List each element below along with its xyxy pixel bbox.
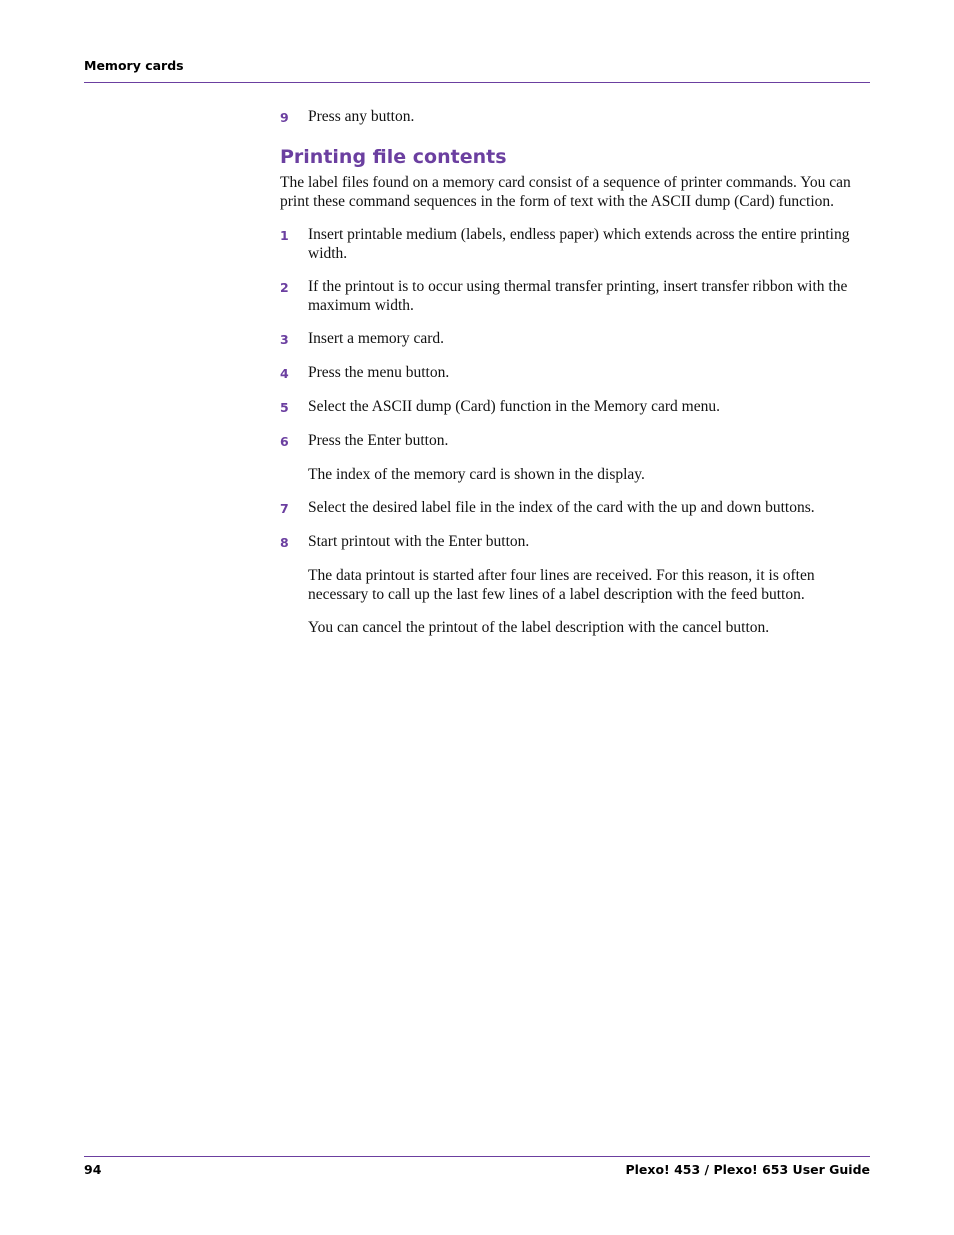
list-item [280,363,870,383]
list-item [280,329,870,349]
list-item [280,107,870,127]
section-heading: Printing file contents [280,146,507,168]
list-item [280,532,870,552]
list-item [280,498,870,518]
step-note: The index of the memory card is shown in the display. [308,466,645,483]
section-intro: The label files found on a memory card consist of a sequence of printer commands. You can print these command sequences in the form of text with the ASCII dump (Card) function. [280,174,851,210]
footer-rule [84,1156,870,1157]
step-text: Insert printable medium (labels, endless paper) which extends across the entire printing width. [308,226,850,262]
list-item [280,431,870,451]
step-number: 5 [280,400,289,415]
step-text: Press the menu button. [308,364,450,381]
step-note: You can cancel the printout of the label description with the cancel button. [308,619,770,636]
step-number: 3 [280,332,289,347]
step-number: 2 [280,280,289,295]
step-number: 7 [280,501,289,516]
step-text: Select the desired label file in the index of the card with the up and down buttons. [308,499,815,516]
step-number: 1 [280,228,289,243]
step-text: Select the ASCII dump (Card) function in the Memory card menu. [308,398,720,415]
running-header: Memory cards [84,58,184,73]
step-number: 6 [280,434,289,449]
guide-title: Plexo! 453 / Plexo! 653 User Guide [625,1162,870,1177]
main-content [280,107,870,651]
list-item [280,397,870,417]
step-number: 9 [280,110,289,125]
page-number: 94 [84,1162,102,1177]
step-text: Start printout with the Enter button. [308,533,530,550]
list-item [280,225,870,263]
header-rule [84,82,870,83]
step-number: 8 [280,535,289,550]
list-item [280,277,870,315]
step-number: 4 [280,366,289,381]
step-text: Press any button. [308,108,415,125]
step-text: If the printout is to occur using thermal transfer printing, insert transfer ribbon with the maximum width. [308,278,848,314]
step-text: Insert a memory card. [308,330,444,347]
step-note: The data printout is started after four lines are received. For this reason, it is often necessary to call up the last few lines of a label description with the feed button. [308,567,815,603]
step-text: Press the Enter button. [308,432,449,449]
